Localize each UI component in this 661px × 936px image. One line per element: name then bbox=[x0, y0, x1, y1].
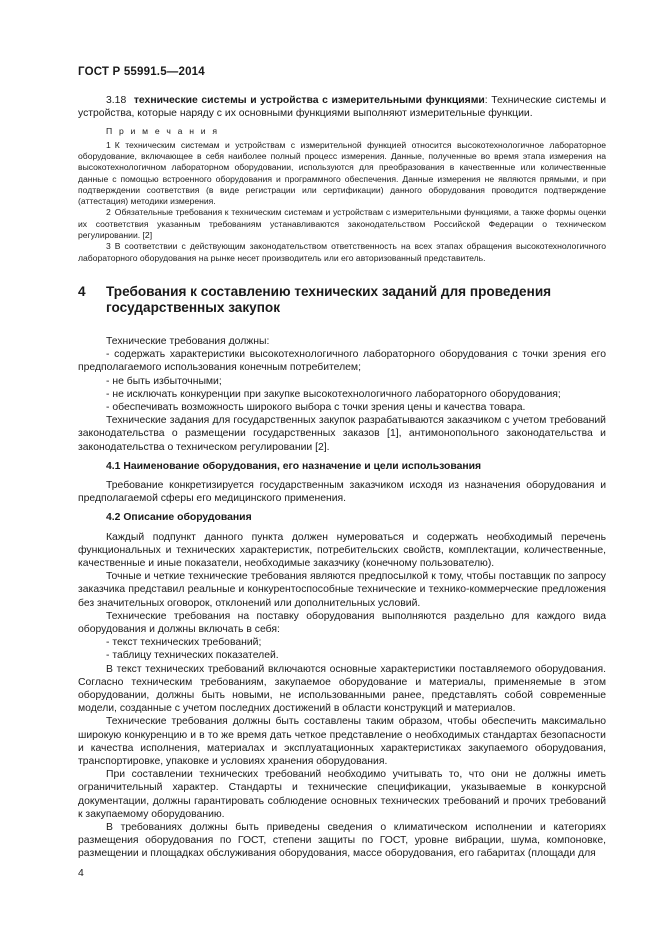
section-title: Требования к составлению технических заданий для проведения государственных закупок bbox=[106, 283, 552, 316]
requirement-item: - обеспечивать возможность широкого выбора с точки зрения цены и качества товара. bbox=[106, 401, 526, 413]
section-number: 4 bbox=[78, 283, 86, 299]
requirement-item: - не исключать конкуренции при закупке высокотехнологичного лабораторного оборудования; bbox=[106, 388, 561, 400]
section-4-1-text: Требование конкретизируется государственным заказчиком исходя из назначения оборудования и предполагаемой сферы его медицинского применения. bbox=[78, 480, 606, 505]
note-3 bbox=[78, 241, 606, 264]
term-title: технические системы и устройства с измерительными функциями bbox=[133, 95, 485, 106]
section-4-2-heading: 4.2 Описание оборудования bbox=[106, 512, 252, 524]
note-text: К техническим системам и устройствам с измерительной функцией относится высокотехнологичное лабораторное оборудование, включающее в себя наиболее полный процесс измерения. Данные, полученные во время этапа измерения на высокотехнологичном лабораторном оборудовании, используются для преобразования в качественные или количественные данные с помощью встроенного оборудования и программного обеспечения. Данные измерения не являются прямыми, и при подтверждении соответствия (в виде регистрации или сертификации) данного оборудования проводится подтверждение (аттестация) методики измерения. bbox=[78, 139, 606, 207]
section-4-closing: Технические задания для государственных закупок разрабатываются заказчиком с учетом требований законодательства о размещении государственных заказов [1], антимонопольного законодательства и законодательства о техническом регулировании [2]. bbox=[78, 415, 606, 453]
term-3-18 bbox=[78, 94, 606, 120]
paragraph: В требованиях должны быть приведены сведения о климатическом исполнении и категориях размещения оборудования по ГОСТ, степени защиты по ГОСТ, уровне вибрации, шума, компоновке, размещении и площадках обслуживания оборудования, массе оборудования, его габаритах (площади для bbox=[78, 822, 606, 860]
note-number: 2 bbox=[106, 207, 111, 218]
section-4-1-heading: 4.1 Наименование оборудования, его назначение и цели использования bbox=[106, 460, 482, 472]
note-text: В соответствии с действующим законодательством ответственность на всех этапах обращения высокотехнологичного лабораторного оборудования на рынке несет производитель или его авторизованный представитель. bbox=[78, 241, 606, 263]
paragraph: Технические требования должны быть составлены таким образом, чтобы обеспечить максимально широкую конкуренцию и в то же время дать четкое представление о необходимых стандартах безопасности и качества исполнения, материалах и эксплуатационных характеристиках закупаемого оборудования, транспортировке, упаковке и условиях хранения оборудования. bbox=[78, 716, 606, 768]
paragraph: В текст технических требований включаются основные характеристики поставляемого оборудования. Согласно техническим требованиям, закупаемое оборудование и материалы, применяемые в этом оборудовании, должны быть новыми, не использованными ранее, представлять собой современные модели, созданные с учетом последних достижений в области конструкций и материалов. bbox=[78, 663, 606, 715]
section-4-heading bbox=[78, 284, 606, 317]
requirement-item: - содержать характеристики высокотехнологичного лабораторного оборудования с точки зрения его предполагаемого использования конечным потребителем; bbox=[78, 349, 606, 374]
page-content bbox=[78, 94, 606, 861]
paragraph: Каждый подпункт данного пункта должен нумероваться и содержать необходимый перечень функциональных и технических характеристик, потребительских свойств, комплектации, количественные, качественные и иные показатели, необходимые заказчику (конечному пользователю). bbox=[78, 531, 606, 570]
requirement-item: - не быть избыточными; bbox=[106, 375, 222, 387]
list-item: - текст технических требований; bbox=[106, 637, 262, 649]
section-4-intro: Технические требования должны: bbox=[106, 335, 270, 347]
paragraph: Точные и четкие технические требования являются предпосылкой к тому, чтобы поставщик по запросу заказчика представил реальные и конкурентоспособные технические и технико-коммерческие предложения без значительных оговорок, отклонений или дополнительных условий. bbox=[78, 571, 606, 609]
standard-code-header: ГОСТ Р 55991.5—2014 bbox=[78, 66, 205, 78]
note-number: 3 bbox=[106, 241, 111, 252]
note-1 bbox=[78, 140, 606, 208]
list-item: - таблицу технических показателей. bbox=[106, 650, 279, 662]
paragraph: Технические требования на поставку оборудования выполняются раздельно для каждого вида оборудования и должны включать в себя: bbox=[78, 610, 606, 636]
note-2 bbox=[78, 207, 606, 241]
note-text: Обязательные требования к техническим системам и устройствам с измерительными функциями, а также формы оценки их соответствия указанным требованиям устанавливаются законодательством Российской Федерации о техническом регулировании. [2] bbox=[78, 207, 606, 241]
note-number: 1 bbox=[106, 139, 111, 150]
page-number: 4 bbox=[78, 868, 84, 879]
paragraph: При составлении технических требований необходимо учитывать то, что они не должны иметь ограничительный характер. Стандарты и технические спецификации, указываемые в конкурсной документации, должны гарантировать соблюдение основных технических требований и прочих требований к закупаемому оборудованию. bbox=[78, 769, 606, 820]
term-number: 3.18 bbox=[106, 95, 127, 106]
notes-title: П р и м е ч а н и я bbox=[106, 126, 220, 137]
notes-block bbox=[78, 126, 606, 264]
term-definition: : Технические системы и устройства, которые наряду с их основными функциями выполняют измерительные функции. bbox=[78, 95, 607, 120]
